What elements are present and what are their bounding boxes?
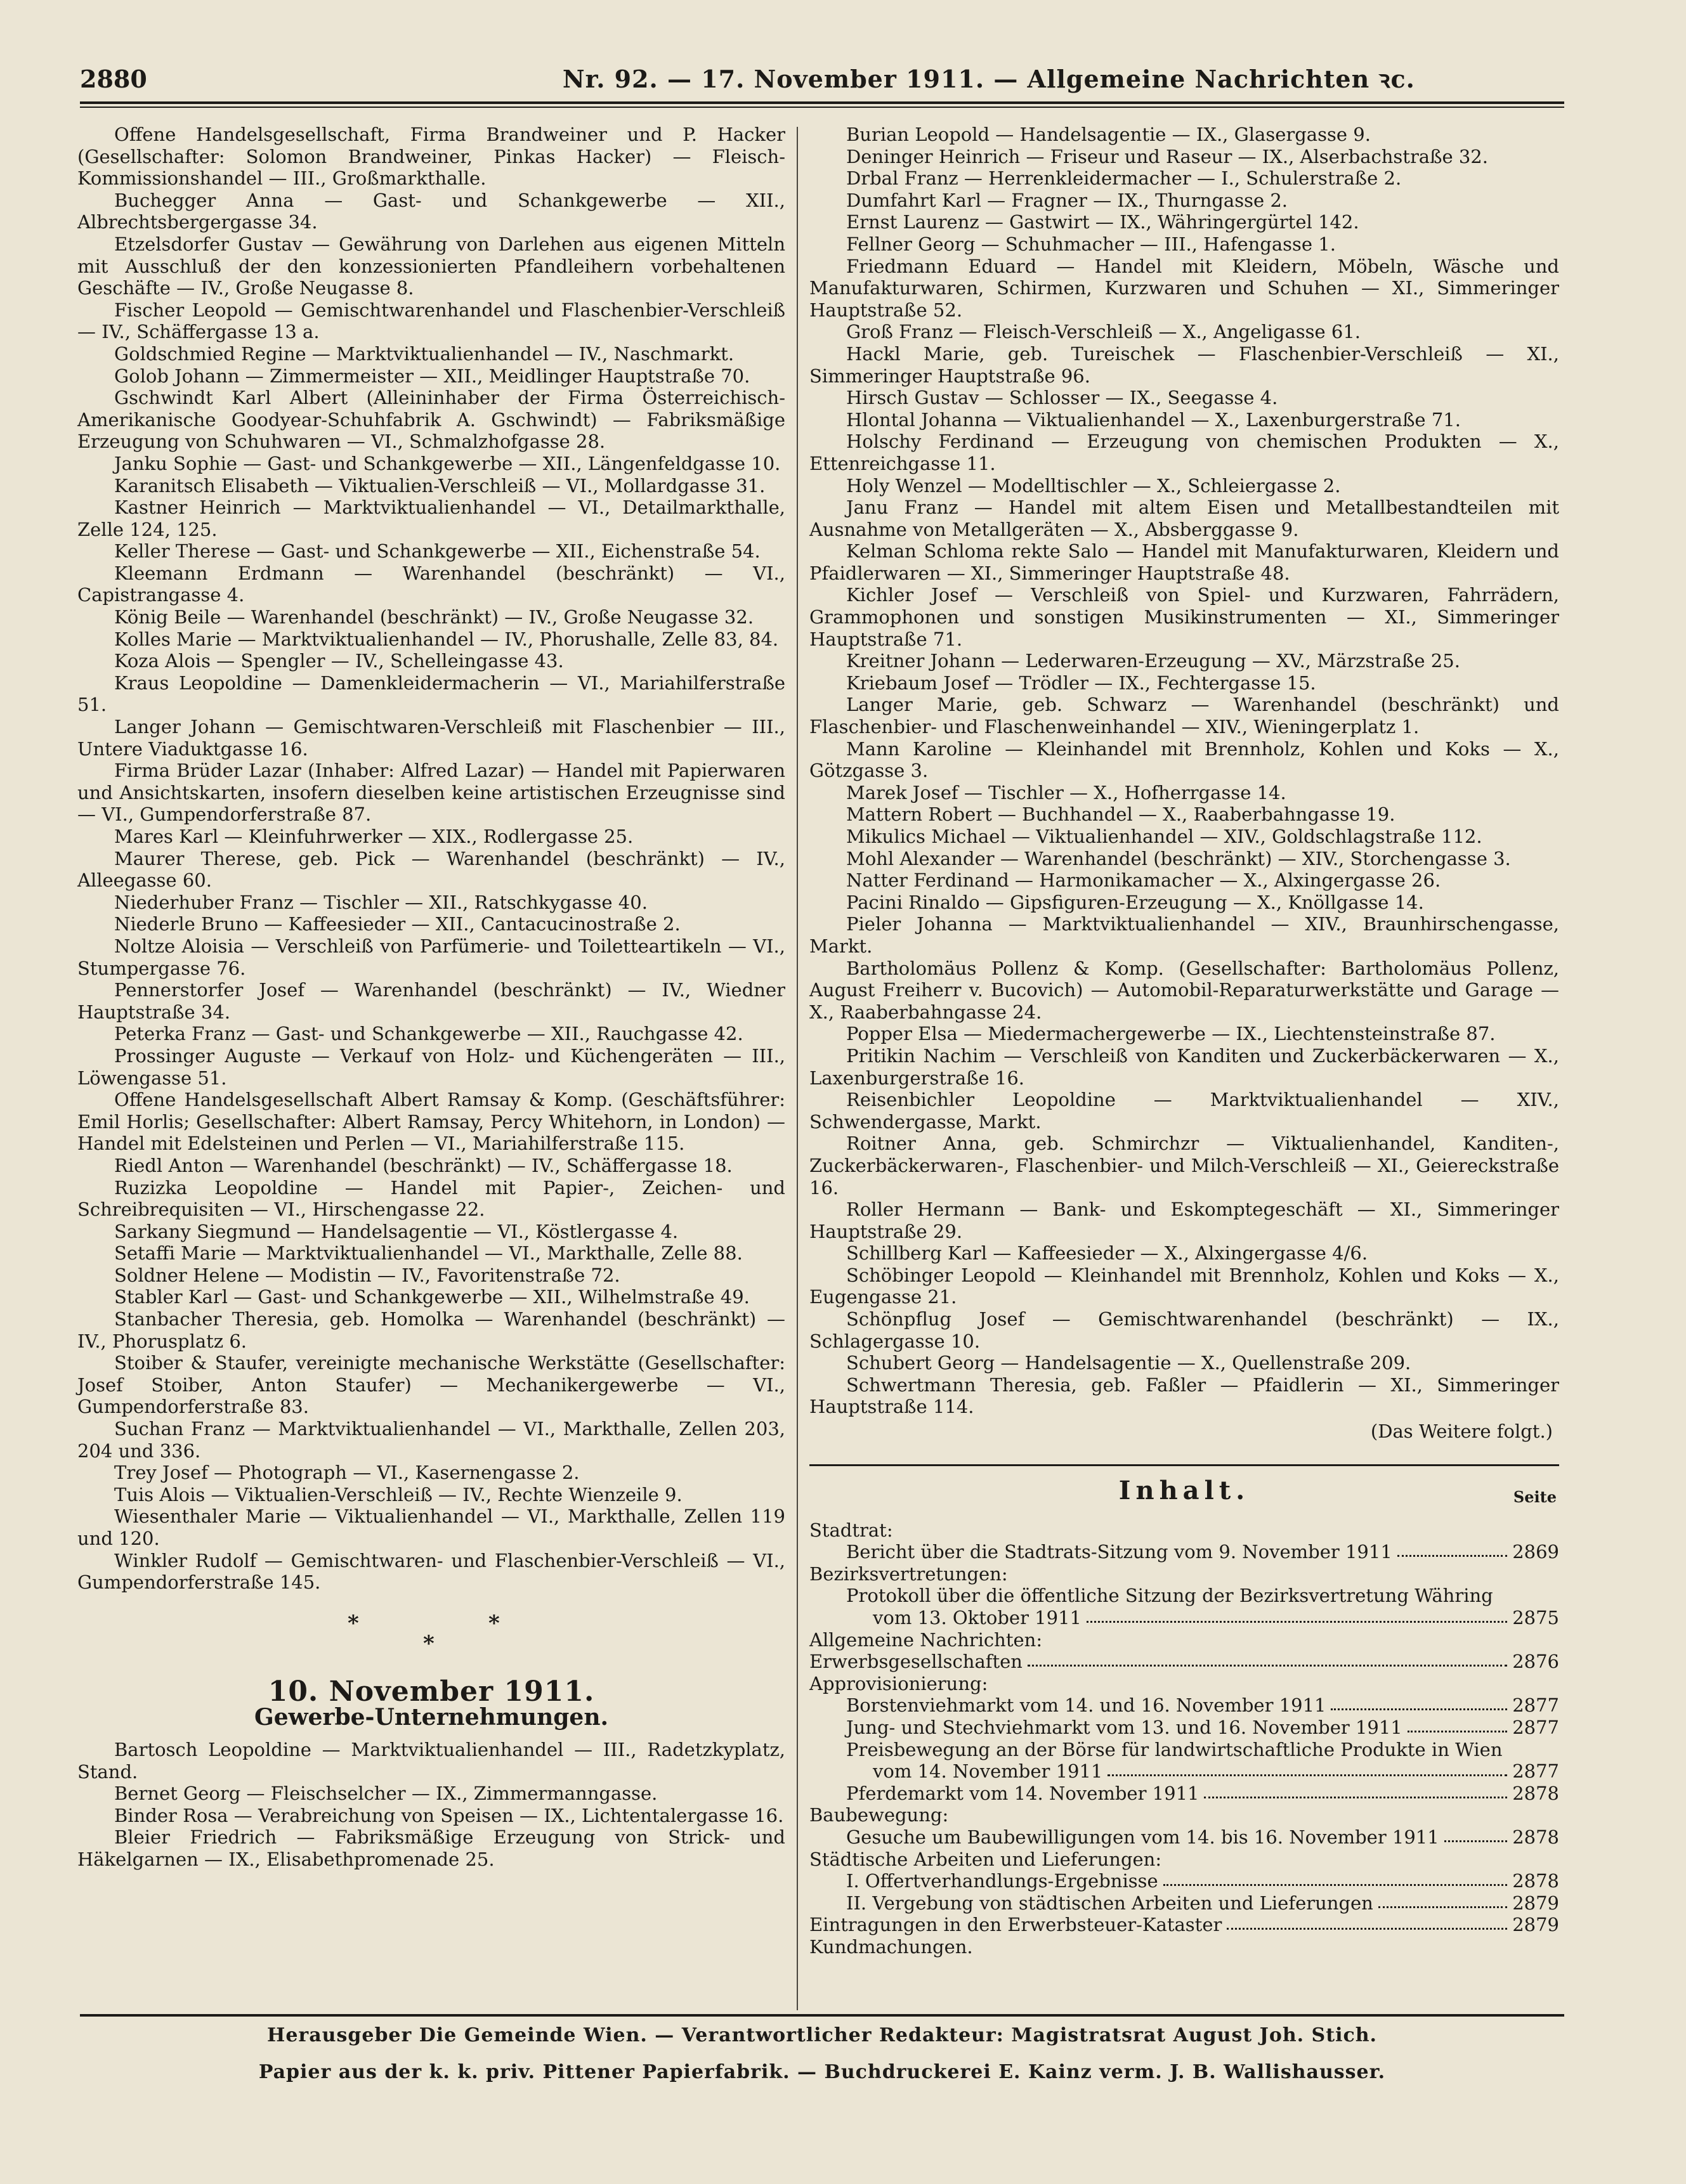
register-entry: Stoiber & Staufer, vereinigte mechanische Werkstätte (Gesellschafter: Josef Stoiber, Anton Staufer) — Mechanikergewerbe — VI., Gumpendorferstraße 83. — [77, 1352, 785, 1418]
toc-line-text: Jung- und Stechviehmarkt vom 13. und 16. November 1911 — [846, 1716, 1402, 1738]
register-entry: Suchan Franz — Marktviktualienhandel — VI., Markthalle, Zellen 203, 204 und 336. — [77, 1418, 785, 1462]
toc-line — [809, 1849, 1559, 1871]
star-1: * — [348, 1610, 359, 1636]
star-2: * — [423, 1630, 435, 1656]
register-entry: Binder Rosa — Verabreichung von Speisen — IX., Lichtentalergasse 16. — [114, 1804, 784, 1826]
toc-page-number: 2875 — [1512, 1607, 1559, 1628]
page-header — [80, 62, 1571, 98]
toc-line — [809, 1717, 1559, 1739]
toc-line — [809, 1585, 1559, 1607]
register-entry: Sarkany Siegmund — Handelsagentie — VI., Köstlergasse 4. — [114, 1220, 679, 1242]
register-entry: Mohl Alexander — Warenhandel (beschränkt) — XIV., Storchengasse 3. — [846, 847, 1511, 869]
toc-line-text: II. Vergebung von städtischen Arbeiten und Lieferungen — [846, 1892, 1373, 1914]
left-column — [77, 124, 785, 1871]
toc-line — [809, 1673, 1559, 1695]
register-entry: Setaffi Marie — Marktviktualienhandel — VI., Markthalle, Zelle 88. — [114, 1242, 743, 1264]
register-entry: Kreitner Johann — Lederwaren-Erzeugung — XV., Märzstraße 25. — [846, 650, 1460, 672]
register-entry: Hirsch Gustav — Schlosser — IX., Seegasse 4. — [846, 387, 1278, 409]
toc-line — [809, 1563, 1559, 1585]
toc-line-text: Stadtrat: — [809, 1519, 893, 1541]
toc-page-number: 2879 — [1512, 1914, 1559, 1936]
toc-page-number: 2876 — [1512, 1651, 1559, 1673]
register-entry: Dumfahrt Karl — Fragner — IX., Thurngasse 2. — [846, 189, 1288, 211]
register-entry: König Beile — Warenhandel (beschränkt) — IV., Große Neugasse 32. — [114, 606, 754, 628]
register-entry: Kelman Schloma rekte Salo — Handel mit Manufakturwaren, Kleidern und Pfaidlerwaren — XI., Simmeringer Hauptstraße 48. — [809, 540, 1559, 584]
register-entry: Keller Therese — Gast- und Schankgewerbe — XII., Eichenstraße 54. — [114, 540, 761, 562]
toc-leader-dots — [1408, 1731, 1507, 1732]
toc-heading-row — [809, 1475, 1559, 1519]
register-entry: Pacini Rinaldo — Gipsfiguren-Erzeugung — X., Knöllgasse 14. — [846, 891, 1424, 913]
register-entry: Fellner Georg — Schuhmacher — III., Hafengasse 1. — [846, 233, 1336, 255]
register-entry: Fischer Leopold — Gemischtwarenhandel und Flaschenbier-Verschleiß — IV., Schäffergasse 13 a. — [77, 299, 785, 343]
register-entry: Ernst Laurenz — Gastwirt — IX., Währingergürtel 142. — [846, 211, 1359, 233]
toc-line — [809, 1739, 1559, 1761]
register-entry: Winkler Rudolf — Gemischtwaren- und Flaschenbier-Verschleiß — VI., Gumpendorferstraße 145. — [77, 1549, 785, 1594]
toc-line-text: Gesuche um Baubewilligungen vom 14. bis 16. November 1911 — [846, 1826, 1439, 1848]
register-entry: Gschwindt Karl Albert (Alleininhaber der Firma Österreichisch-Amerikanische Goodyear-Schuhfabrik A. Gschwindt) — Fabriksmäßige Erzeugung von Schuhwaren — VI., Schmalzhofgasse 28. — [77, 387, 785, 453]
register-entry: Janu Franz — Handel mit altem Eisen und Metallbestandteilen mit Ausnahme von Metallgeräten — X., Absberggasse 9. — [809, 497, 1559, 540]
toc-leader-dots — [1378, 1906, 1507, 1908]
register-entry: Burian Leopold — Handelsagentie — IX., Glasergasse 9. — [846, 124, 1371, 145]
toc-line — [809, 1914, 1559, 1936]
toc-page-number: 2878 — [1512, 1870, 1559, 1892]
toc-line-text: Bericht über die Stadtrats-Sitzung vom 9. November 1911 — [846, 1541, 1392, 1563]
register-entry: Schwertmann Theresia, geb. Faßler — Pfaidlerin — XI., Simmeringer Hauptstraße 114. — [809, 1374, 1559, 1418]
footer-printer: Papier aus der k. k. priv. Pittener Papierfabrik. — Buchdruckerei E. Kainz verm. J. B. Wallishausser. — [258, 2061, 1386, 2083]
toc-line — [809, 1870, 1559, 1892]
register-entry: Offene Handelsgesellschaft, Firma Brandweiner und P. Hacker (Gesellschafter: Solomon Brandweiner, Pinkas Hacker) — Fleisch-Kommissionshandel — III., Großmarkthalle. — [77, 124, 785, 190]
toc-page-number: 2878 — [1512, 1826, 1559, 1848]
register-entry: Bleier Friedrich — Fabriksmäßige Erzeugung von Strick- und Häkelgarnen — IX., Elisabethpromenade 25. — [77, 1826, 785, 1870]
toc-leader-dots — [1028, 1665, 1507, 1667]
toc-line-text: Städtische Arbeiten und Lieferungen: — [809, 1848, 1162, 1870]
toc-line-text: Protokoll über die öffentliche Sitzung der Bezirksvertretung Währing — [846, 1585, 1493, 1607]
toc-line — [809, 1936, 1559, 1958]
register-entry: Schubert Georg — Handelsagentie — X., Quellenstraße 209. — [846, 1352, 1411, 1374]
toc-leader-dots — [1163, 1884, 1508, 1886]
continued-note: (Das Weitere folgt.) — [1370, 1420, 1553, 1443]
page-number: 2880 — [80, 65, 147, 93]
register-entry: Popper Elsa — Miedermachergewerbe — IX., Liechtensteinstraße 87. — [846, 1023, 1496, 1045]
toc-leader-dots — [1331, 1708, 1507, 1710]
toc-page-number: 2869 — [1512, 1541, 1559, 1563]
register-entry: Groß Franz — Fleisch-Verschleiß — X., Angeligasse 61. — [846, 321, 1361, 343]
register-entry: Trey Josef — Photograph — VI., Kasernengasse 2. — [114, 1462, 580, 1484]
register-entry: Stabler Karl — Gast- und Schankgewerbe — XII., Wilhelmstraße 49. — [114, 1286, 750, 1308]
register-entry: Tuis Alois — Viktualien-Verschleiß — IV., Rechte Wienzeile 9. — [114, 1483, 683, 1505]
register-entry: Golob Johann — Zimmermeister — XII., Meidlinger Hauptstraße 70. — [114, 365, 750, 387]
toc-line-text: I. Offertverhandlungs-Ergebnisse — [846, 1870, 1158, 1892]
toc-line — [809, 1804, 1559, 1826]
register-entry: Kichler Josef — Verschleiß von Spiel- und Kurzwaren, Fahrrädern, Grammophonen und sonstigen Musikinstrumenten — XI., Simmeringer Hauptstraße 71. — [809, 584, 1559, 650]
register-entry: Reisenbichler Leopoldine — Marktviktualienhandel — XIV., Schwendergasse, Markt. — [809, 1089, 1559, 1133]
register-entry: Langer Johann — Gemischtwaren-Verschleiß mit Flaschenbier — III., Untere Viaduktgasse 16. — [77, 716, 785, 760]
toc-line — [809, 1826, 1559, 1849]
register-entry: Noltze Aloisia — Verschleiß von Parfümerie- und Toiletteartikeln — VI., Stumpergasse 76. — [77, 935, 785, 979]
register-entry: Hackl Marie, geb. Tureischek — Flaschenbier-Verschleiß — XI., Simmeringer Hauptstraße 96. — [809, 342, 1559, 387]
header-rule — [80, 101, 1564, 108]
register-entry: Deninger Heinrich — Friseur und Raseur — IX., Alserbachstraße 32. — [846, 145, 1488, 167]
toc-line-text: Erwerbsgesellschaften — [809, 1651, 1023, 1673]
register-entry: Kriebaum Josef — Trödler — IX., Fechtergasse 15. — [846, 672, 1316, 694]
toc-page-label: Seite — [1513, 1487, 1557, 1506]
toc-leader-dots — [1204, 1797, 1507, 1798]
toc-line-text: Eintragungen in den Erwerbsteuer-Kataster — [809, 1914, 1222, 1936]
toc-page-number: 2879 — [1512, 1892, 1559, 1914]
toc-line-text: Approvisionierung: — [809, 1672, 988, 1694]
left-entry-list — [77, 124, 785, 1594]
register-entry: Niederle Bruno — Kaffeesieder — XII., Cantacucinostraße 2. — [114, 913, 681, 935]
register-entry: Bartosch Leopoldine — Marktviktualienhandel — III., Radetzkyplatz, Stand. — [77, 1738, 785, 1783]
register-entry: Schöbinger Leopold — Kleinhandel mit Brennholz, Kohlen und Koks — X., Eugengasse 21. — [809, 1264, 1559, 1308]
register-entry: Maurer Therese, geb. Pick — Warenhandel (beschränkt) — IV., Alleegasse 60. — [77, 847, 785, 892]
register-entry: Janku Sophie — Gast- und Schankgewerbe — XII., Längenfeldgasse 10. — [114, 452, 781, 474]
register-entry: Pieler Johanna — Marktviktualienhandel — XIV., Braunhirschengasse, Markt. — [809, 913, 1559, 957]
toc-line-text: Pferdemarkt vom 14. November 1911 — [846, 1782, 1199, 1804]
toc-line — [809, 1760, 1559, 1783]
register-entry: Roitner Anna, geb. Schmirchzr — Viktualienhandel, Kanditen-, Zuckerbäckerwaren-, Flaschenbier- und Milch-Verschleiß — XI., Geiereckstraße 16. — [809, 1133, 1559, 1199]
toc-leader-dots — [1444, 1840, 1507, 1842]
register-entry: Roller Hermann — Bank- und Eskomptegeschäft — XI., Simmeringer Hauptstraße 29. — [809, 1199, 1559, 1242]
register-entry: Drbal Franz — Herrenkleidermacher — I., Schulerstraße 2. — [846, 167, 1402, 190]
register-entry: Friedmann Eduard — Handel mit Kleidern, Möbeln, Wäsche und Manufakturwaren, Schirmen, Kurzwaren und Schuhen — XI., Simmeringer Hauptstraße 52. — [809, 255, 1559, 321]
toc-line — [809, 1651, 1559, 1673]
section-entry-list — [77, 1739, 785, 1871]
register-entry: Hlontal Johanna — Viktualienhandel — X., Laxenburgerstraße 71. — [846, 408, 1461, 431]
toc-line-text: Kundmachungen. — [809, 1935, 973, 1958]
register-entry: Kraus Leopoldine — Damenkleidermacherin — VI., Mariahilferstraße 51. — [77, 672, 785, 716]
register-entry: Wiesenthaler Marie — Viktualienhandel — VI., Markthalle, Zellen 119 und 120. — [77, 1505, 785, 1549]
right-column — [809, 124, 1559, 1958]
register-entry: Schillberg Karl — Kaffeesieder — X., Alxingergasse 4/6. — [846, 1242, 1368, 1264]
toc-page-number: 2877 — [1512, 1760, 1559, 1783]
register-entry: Schönpflug Josef — Gemischtwarenhandel (beschränkt) — IX., Schlagergasse 10. — [809, 1308, 1559, 1352]
toc-line-text: Bezirksvertretungen: — [809, 1563, 1008, 1585]
register-entry: Kastner Heinrich — Marktviktualienhandel — VI., Detailmarkthalle, Zelle 124, 125. — [77, 497, 785, 540]
toc-line — [809, 1629, 1559, 1651]
footer-rule — [80, 2014, 1564, 2017]
register-entry: Stanbacher Theresia, geb. Homolka — Warenhandel (beschränkt) — IV., Phorusplatz 6. — [77, 1308, 785, 1352]
toc-rule — [809, 1464, 1559, 1466]
register-entry: Etzelsdorfer Gustav — Gewährung von Darlehen aus eigenen Mitteln mit Ausschluß der den konzessionierten Pfandleihern vorbehaltenen Geschäfte — IV., Große Neugasse 8. — [77, 233, 785, 299]
register-entry: Buchegger Anna — Gast- und Schankgewerbe — XII., Albrechtsbergergasse 34. — [77, 189, 785, 233]
register-entry: Pennerstorfer Josef — Warenhandel (beschränkt) — IV., Wiedner Hauptstraße 34. — [77, 979, 785, 1023]
toc-page-number: 2878 — [1512, 1782, 1559, 1804]
register-entry: Natter Ferdinand — Harmonikamacher — X., Alxingergasse 26. — [846, 869, 1441, 892]
column-divider — [797, 127, 798, 2010]
toc-heading: Inhalt. — [1118, 1475, 1250, 1505]
toc-line — [809, 1694, 1559, 1717]
register-entry: Firma Brüder Lazar (Inhaber: Alfred Lazar) — Handel mit Papierwaren und Ansichtskarten, insofern dieselben keine artistischen Erzeugnisse sind — VI., Gumpendorferstraße 87. — [77, 760, 785, 826]
toc-line-text: Preisbewegung an der Börse für landwirtschaftliche Produkte in Wien — [846, 1738, 1503, 1760]
toc-line — [809, 1892, 1559, 1914]
running-head: Nr. 92. — 17. November 1911. — Allgemeine Nachrichten ꝛc. — [562, 65, 1415, 93]
register-entry: Pritikin Nachim — Verschleiß von Kanditen und Zuckerbäckerwaren — X., Laxenburgerstraße 16. — [809, 1044, 1559, 1089]
register-entry: Bartholomäus Pollenz & Komp. (Gesellschafter: Bartholomäus Pollenz, August Freiherr v. Bucovich) — Automobil-Reparaturwerkstätte und Garage — X., Raaberbahngasse 24. — [809, 957, 1559, 1023]
toc-leader-dots — [1397, 1555, 1507, 1557]
register-entry: Mann Karoline — Kleinhandel mit Brennholz, Kohlen und Koks — X., Götzgasse 3. — [809, 738, 1559, 782]
register-entry: Holschy Ferdinand — Erzeugung von chemischen Produkten — X., Ettenreichgasse 11. — [809, 431, 1559, 474]
toc-line-text: vom 13. Oktober 1911 — [873, 1607, 1082, 1628]
register-entry: Karanitsch Elisabeth — Viktualien-Verschleiß — VI., Mollardgasse 31. — [114, 474, 766, 497]
toc-leader-dots — [1087, 1621, 1507, 1623]
toc-line — [809, 1783, 1559, 1805]
toc-line — [809, 1519, 1559, 1542]
section-title: Gewerbe-Unternehmungen. — [254, 1704, 609, 1731]
toc-line — [809, 1607, 1559, 1629]
table-of-contents — [809, 1519, 1559, 1958]
toc-page-number: 2877 — [1512, 1694, 1559, 1717]
section-separator-stars — [77, 1594, 785, 1670]
register-entry: Riedl Anton — Warenhandel (beschränkt) — IV., Schäffergasse 18. — [114, 1154, 733, 1176]
footer-publisher: Herausgeber Die Gemeinde Wien. — Verantwortlicher Redakteur: Magistratsrat August Joh. Stich. — [267, 2024, 1377, 2046]
register-entry: Ruzizka Leopoldine — Handel mit Papier-, Zeichen- und Schreibrequisiten — VI., Hirschengasse 22. — [77, 1176, 785, 1221]
toc-line-text: vom 14. November 1911 — [873, 1760, 1103, 1783]
register-entry: Offene Handelsgesellschaft Albert Ramsay & Komp. (Geschäftsführer: Emil Horlis; Gesellschafter: Albert Ramsay, Percy Whitehorn, in London) — Handel mit Edelsteinen und Perlen — VI., Mariahilferstraße 115. — [77, 1089, 785, 1155]
register-entry: Koza Alois — Spengler — IV., Schelleingasse 43. — [114, 650, 564, 672]
register-entry: Mattern Robert — Buchhandel — X., Raaberbahngasse 19. — [846, 803, 1395, 826]
right-entry-list — [809, 124, 1559, 1418]
register-entry: Marek Josef — Tischler — X., Hofherrgasse 14. — [846, 781, 1286, 803]
toc-leader-dots — [1108, 1774, 1507, 1776]
register-entry: Holy Wenzel — Modelltischler — X., Schleiergasse 2. — [846, 474, 1341, 497]
register-entry: Peterka Franz — Gast- und Schankgewerbe — XII., Rauchgasse 42. — [114, 1023, 743, 1045]
section-date: 10. November 1911. — [268, 1675, 595, 1708]
register-entry: Langer Marie, geb. Schwarz — Warenhandel (beschränkt) und Flaschenbier- und Flaschenweinhandel — XIV., Wieningerplatz 1. — [809, 694, 1559, 738]
register-entry: Niederhuber Franz — Tischler — XII., Ratschkygasse 40. — [114, 891, 648, 913]
star-3: * — [488, 1610, 500, 1636]
register-entry: Prossinger Auguste — Verkauf von Holz- und Küchengeräten — III., Löwengasse 51. — [77, 1044, 785, 1089]
register-entry: Mares Karl — Kleinfuhrwerker — XIX., Rodlergasse 25. — [114, 826, 634, 847]
toc-line — [809, 1541, 1559, 1563]
register-entry: Kleemann Erdmann — Warenhandel (beschränkt) — VI., Capistrangasse 4. — [77, 562, 785, 606]
register-entry: Bernet Georg — Fleischselcher — IX., Zimmermanngasse. — [114, 1783, 658, 1805]
toc-line-text: Borstenviehmarkt vom 14. und 16. November 1911 — [846, 1694, 1326, 1717]
register-entry: Goldschmied Regine — Marktviktualienhandel — IV., Naschmarkt. — [114, 342, 735, 365]
toc-line-text: Allgemeine Nachrichten: — [809, 1628, 1043, 1651]
register-entry: Soldner Helene — Modistin — IV., Favoritenstraße 72. — [114, 1264, 620, 1286]
toc-page-number: 2877 — [1512, 1716, 1559, 1738]
register-entry: Mikulics Michael — Viktualienhandel — XIV., Goldschlagstraße 112. — [846, 826, 1482, 847]
toc-line-text: Baubewegung: — [809, 1804, 949, 1826]
toc-leader-dots — [1227, 1928, 1507, 1930]
register-entry: Kolles Marie — Marktviktualienhandel — IV., Phorushalle, Zelle 83, 84. — [114, 628, 779, 650]
